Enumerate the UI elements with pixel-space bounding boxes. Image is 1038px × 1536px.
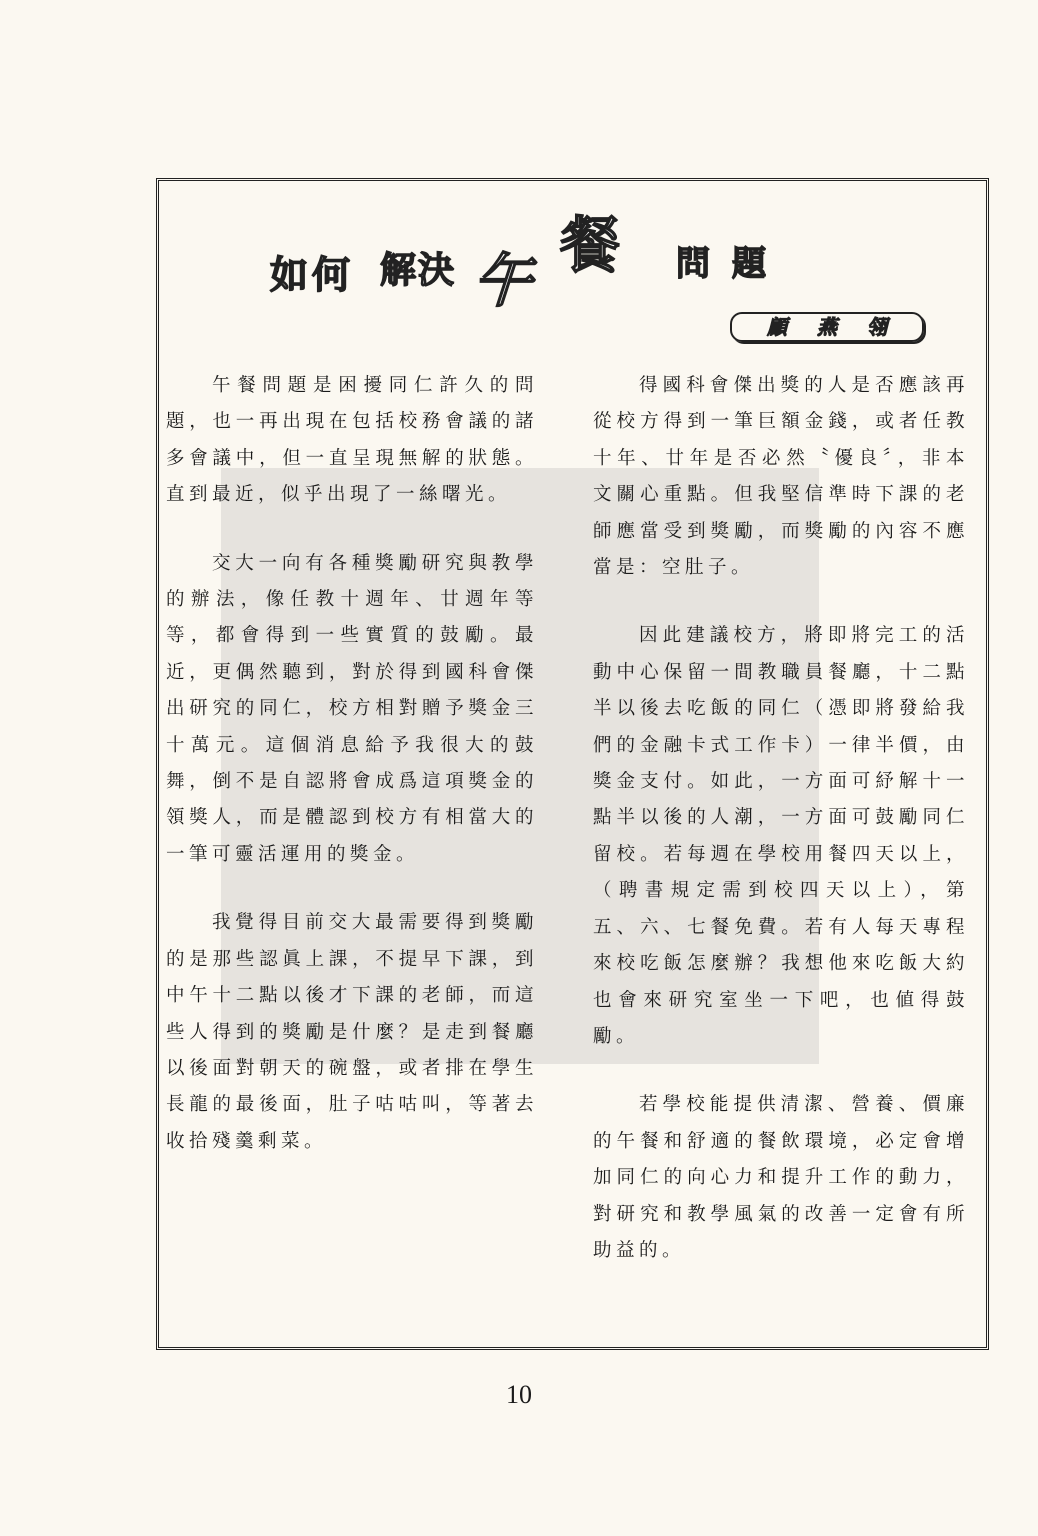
paragraph: 得國科會傑出獎的人是否應該再從校方得到一筆巨額金錢，或者任教十年、廿年是否必然〝優良〞，非本文關心重點。但我堅信準時下課的老師應當受到獎勵，而獎勵的內容不應當是：空肚子。 <box>593 375 969 579</box>
paragraph: 若學校能提供清潔、營養、價廉的午餐和舒適的餐飲環境，必定會增加同仁的向心力和提升工作的動力，對研究和教學風氣的改善一定會有所助益的。 <box>593 1094 969 1261</box>
title-part-4: 餐 <box>560 211 620 281</box>
title-part-3: 午 <box>467 247 548 315</box>
title-part-2: 解決 <box>380 250 457 291</box>
left-column <box>166 368 538 1192</box>
title-part-1: 如何 <box>270 253 355 297</box>
right-column <box>593 368 969 1301</box>
page-number: 10 <box>506 1380 532 1409</box>
paragraph: 我覺得目前交大最需要得到獎勵的是那些認眞上課，不提早下課，到中午十二點以後才下課的老師，而這些人得到的獎勵是什麼？是走到餐廳以後面對朝天的碗盤，或者排在學生長龍的最後面，肚子咕咕叫，等著去收拾殘羹剩菜。 <box>166 912 538 1152</box>
title-part-5: 問題 <box>676 244 788 284</box>
paragraph: 午餐問題是困擾同仁許久的問題，也一再出現在包括校務會議的諸多會議中，但一直呈現無解的狀態。直到最近，似乎出現了一絲曙光。 <box>166 375 538 506</box>
paragraph: 交大一向有各種獎勵研究與教學的辦法，像任教十週年、廿週年等等，都會得到一些實質的鼓勵。最近，更偶然聽到，對於得到國科會傑出研究的同仁，校方相對贈予獎金三十萬元。這個消息給予我很大的鼓舞，倒不是自認將會成爲這項獎金的領獎人，而是體認到校方有相當大的一筆可靈活運用的獎金。 <box>166 552 538 865</box>
article-title <box>270 198 810 315</box>
author-name: 顧燕翎 <box>730 312 924 342</box>
paragraph: 因此建議校方，將即將完工的活動中心保留一間教職員餐廳，十二點半以後去吃飯的同仁（憑即將發給我們的金融卡式工作卡）一律半價，由獎金支付。如此，一方面可紓解十一點半以後的人潮，一方面可鼓勵同仁留校。若每週在學校用餐四天以上，（聘書規定需到校四天以上），第五、六、七餐免費。若有人每天專程來校吃飯怎麼辦？我想他來吃飯大約也會來研究室坐一下吧，也値得鼓勵。 <box>593 625 969 1047</box>
